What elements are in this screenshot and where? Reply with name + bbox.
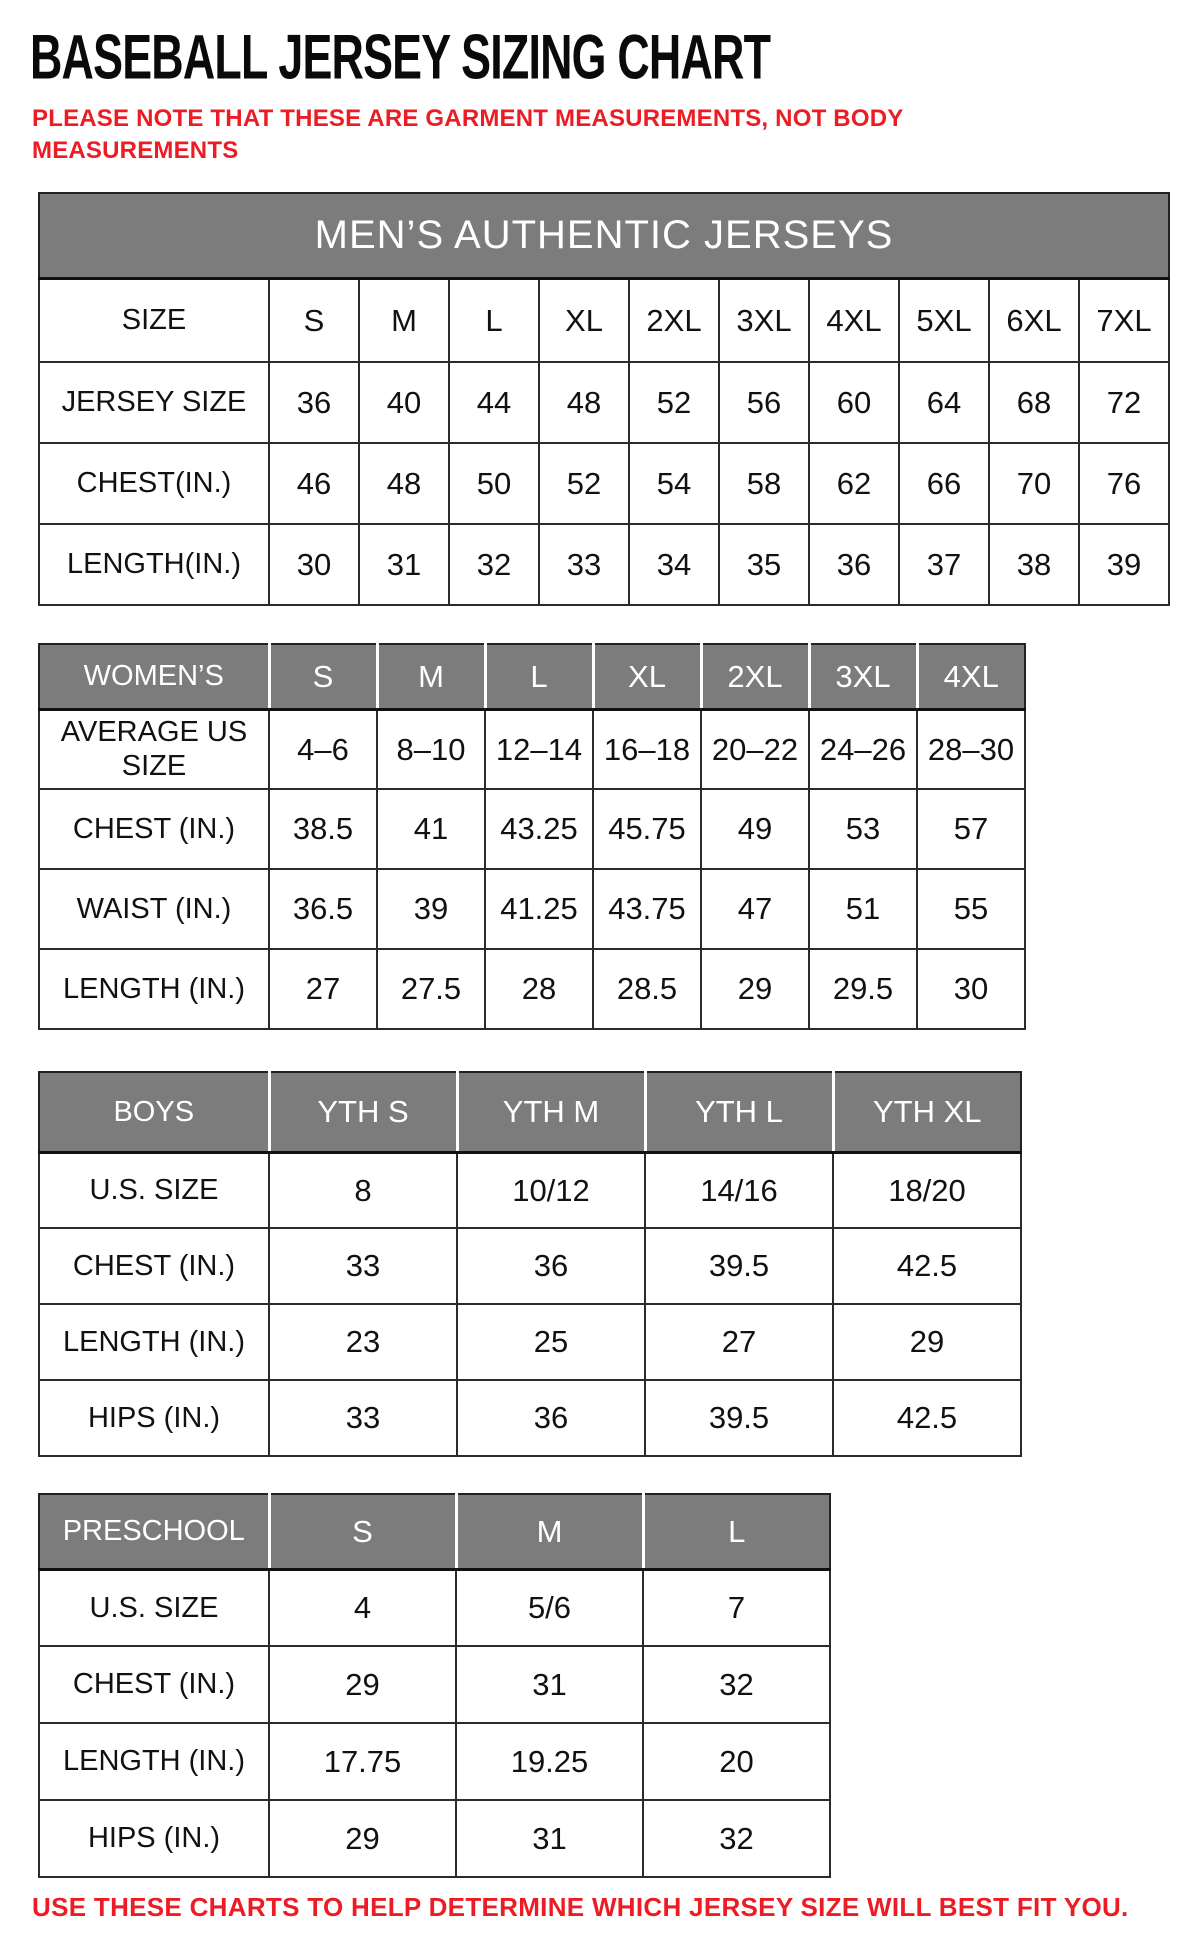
size-cell: 36 (809, 524, 899, 605)
size-cell: 29 (701, 949, 809, 1029)
size-cell: 42.5 (833, 1228, 1021, 1304)
column-header: 3XL (719, 278, 809, 362)
size-cell: 39 (377, 869, 485, 949)
column-header: XL (593, 644, 701, 709)
preschool-corner-label: PRESCHOOL (39, 1494, 269, 1569)
size-cell: 31 (456, 1800, 643, 1877)
size-cell: 57 (917, 789, 1025, 869)
row-label: HIPS (IN.) (39, 1380, 269, 1456)
size-cell: 56 (719, 362, 809, 443)
size-cell: 17.75 (269, 1723, 456, 1800)
table-row (39, 1380, 1021, 1456)
table-row (39, 949, 1025, 1029)
size-cell: 39 (1079, 524, 1169, 605)
size-cell: 46 (269, 443, 359, 524)
row-label: HIPS (IN.) (39, 1800, 269, 1877)
column-header: S (269, 1494, 456, 1569)
size-cell: 52 (539, 443, 629, 524)
size-cell: 27 (269, 949, 377, 1029)
womens-sizing-table (38, 643, 1200, 1030)
size-cell: 68 (989, 362, 1079, 443)
garment-measurement-note (32, 103, 932, 166)
size-cell: 54 (629, 443, 719, 524)
size-cell: 32 (643, 1800, 830, 1877)
size-cell: 36 (269, 362, 359, 443)
column-header: S (269, 644, 377, 709)
size-cell: 14/16 (645, 1152, 833, 1228)
row-label: CHEST (IN.) (39, 789, 269, 869)
row-label: AVERAGE US SIZE (39, 709, 269, 789)
size-cell: 16–18 (593, 709, 701, 789)
size-cell: 20–22 (701, 709, 809, 789)
column-header: 2XL (701, 644, 809, 709)
size-cell: 8 (269, 1152, 457, 1228)
size-cell: 5/6 (456, 1569, 643, 1646)
size-cell: 28–30 (917, 709, 1025, 789)
size-cell: 4–6 (269, 709, 377, 789)
mens-banner-header: MEN’S AUTHENTIC JERSEYS (39, 193, 1169, 278)
size-cell: 8–10 (377, 709, 485, 789)
row-label: JERSEY SIZE (39, 362, 269, 443)
size-cell: 20 (643, 1723, 830, 1800)
size-cell: 28.5 (593, 949, 701, 1029)
size-cell: 12–14 (485, 709, 593, 789)
size-cell: 24–26 (809, 709, 917, 789)
column-header: L (643, 1494, 830, 1569)
mens-corner-label: SIZE (39, 278, 269, 362)
table-row (39, 1800, 830, 1877)
page-title: BASEBALL JERSEY SIZING CHART (30, 21, 771, 92)
size-cell: 23 (269, 1304, 457, 1380)
size-cell: 66 (899, 443, 989, 524)
size-cell: 41 (377, 789, 485, 869)
table-row (39, 524, 1169, 605)
size-cell: 51 (809, 869, 917, 949)
size-cell: 43.75 (593, 869, 701, 949)
table-row (39, 869, 1025, 949)
size-cell: 34 (629, 524, 719, 605)
boys-corner-label: BOYS (39, 1072, 269, 1152)
size-cell: 42.5 (833, 1380, 1021, 1456)
table-row (39, 1228, 1021, 1304)
column-header: 4XL (809, 278, 899, 362)
column-header: 2XL (629, 278, 719, 362)
size-cell: 36.5 (269, 869, 377, 949)
size-cell: 44 (449, 362, 539, 443)
size-cell: 70 (989, 443, 1079, 524)
size-cell: 53 (809, 789, 917, 869)
row-label: U.S. SIZE (39, 1569, 269, 1646)
table-row (39, 362, 1169, 443)
size-cell: 29 (269, 1646, 456, 1723)
size-cell: 25 (457, 1304, 645, 1380)
size-cell: 30 (917, 949, 1025, 1029)
size-cell: 52 (629, 362, 719, 443)
column-header: 4XL (917, 644, 1025, 709)
size-cell: 30 (269, 524, 359, 605)
column-header: YTH L (645, 1072, 833, 1152)
column-header: L (485, 644, 593, 709)
mens-table (38, 192, 1170, 606)
size-cell: 28 (485, 949, 593, 1029)
size-cell: 33 (539, 524, 629, 605)
preschool-sizing-table (38, 1493, 1200, 1878)
row-label: CHEST(IN.) (39, 443, 269, 524)
row-label: LENGTH (IN.) (39, 1723, 269, 1800)
size-cell: 31 (359, 524, 449, 605)
note-line-1: PLEASE NOTE THAT THESE ARE GARMENT MEASUREMENTS, NOT BODY (32, 105, 904, 133)
size-cell: 48 (539, 362, 629, 443)
column-header: YTH XL (833, 1072, 1021, 1152)
size-cell: 50 (449, 443, 539, 524)
size-cell: 43.25 (485, 789, 593, 869)
size-cell: 4 (269, 1569, 456, 1646)
column-header: M (377, 644, 485, 709)
size-cell: 29 (833, 1304, 1021, 1380)
table-row (39, 789, 1025, 869)
row-label: CHEST (IN.) (39, 1228, 269, 1304)
fit-advice-footer: USE THESE CHARTS TO HELP DETERMINE WHICH JERSEY SIZE WILL BEST FIT YOU. (32, 1892, 1129, 1923)
size-cell: 48 (359, 443, 449, 524)
preschool-table (38, 1493, 831, 1878)
column-header: 3XL (809, 644, 917, 709)
size-cell: 29 (269, 1800, 456, 1877)
table-row (39, 1152, 1021, 1228)
column-header: YTH S (269, 1072, 457, 1152)
size-cell: 33 (269, 1380, 457, 1456)
size-cell: 35 (719, 524, 809, 605)
size-cell: 47 (701, 869, 809, 949)
boys-table (38, 1071, 1022, 1457)
row-label: LENGTH(IN.) (39, 524, 269, 605)
row-label: WAIST (IN.) (39, 869, 269, 949)
column-header: L (449, 278, 539, 362)
size-cell: 62 (809, 443, 899, 524)
size-cell: 32 (449, 524, 539, 605)
table-row (39, 1723, 830, 1800)
boys-sizing-table (38, 1071, 1200, 1457)
column-header: 7XL (1079, 278, 1169, 362)
womens-table (38, 643, 1026, 1030)
size-cell: 37 (899, 524, 989, 605)
column-header: YTH M (457, 1072, 645, 1152)
size-cell: 19.25 (456, 1723, 643, 1800)
size-cell: 41.25 (485, 869, 593, 949)
size-cell: 39.5 (645, 1380, 833, 1456)
column-header: M (359, 278, 449, 362)
size-cell: 10/12 (457, 1152, 645, 1228)
size-cell: 64 (899, 362, 989, 443)
column-header: M (456, 1494, 643, 1569)
womens-corner-label: WOMEN’S (39, 644, 269, 709)
size-cell: 36 (457, 1228, 645, 1304)
row-label: LENGTH (IN.) (39, 1304, 269, 1380)
row-label: LENGTH (IN.) (39, 949, 269, 1029)
size-cell: 36 (457, 1380, 645, 1456)
table-row (39, 1304, 1021, 1380)
size-cell: 40 (359, 362, 449, 443)
size-cell: 31 (456, 1646, 643, 1723)
mens-sizing-table (38, 192, 1200, 606)
size-cell: 58 (719, 443, 809, 524)
size-cell: 38.5 (269, 789, 377, 869)
table-row (39, 1646, 830, 1723)
size-cell: 29.5 (809, 949, 917, 1029)
column-header: 5XL (899, 278, 989, 362)
size-cell: 27.5 (377, 949, 485, 1029)
size-cell: 32 (643, 1646, 830, 1723)
size-cell: 39.5 (645, 1228, 833, 1304)
size-cell: 49 (701, 789, 809, 869)
table-row (39, 709, 1025, 789)
size-cell: 60 (809, 362, 899, 443)
table-row (39, 1569, 830, 1646)
note-line-2: MEASUREMENTS (32, 136, 239, 164)
size-cell: 55 (917, 869, 1025, 949)
column-header: S (269, 278, 359, 362)
column-header: 6XL (989, 278, 1079, 362)
size-cell: 45.75 (593, 789, 701, 869)
row-label: CHEST (IN.) (39, 1646, 269, 1723)
size-cell: 7 (643, 1569, 830, 1646)
size-cell: 76 (1079, 443, 1169, 524)
size-cell: 18/20 (833, 1152, 1021, 1228)
column-header: XL (539, 278, 629, 362)
size-cell: 27 (645, 1304, 833, 1380)
size-cell: 38 (989, 524, 1079, 605)
size-cell: 72 (1079, 362, 1169, 443)
table-row (39, 443, 1169, 524)
row-label: U.S. SIZE (39, 1152, 269, 1228)
size-cell: 33 (269, 1228, 457, 1304)
